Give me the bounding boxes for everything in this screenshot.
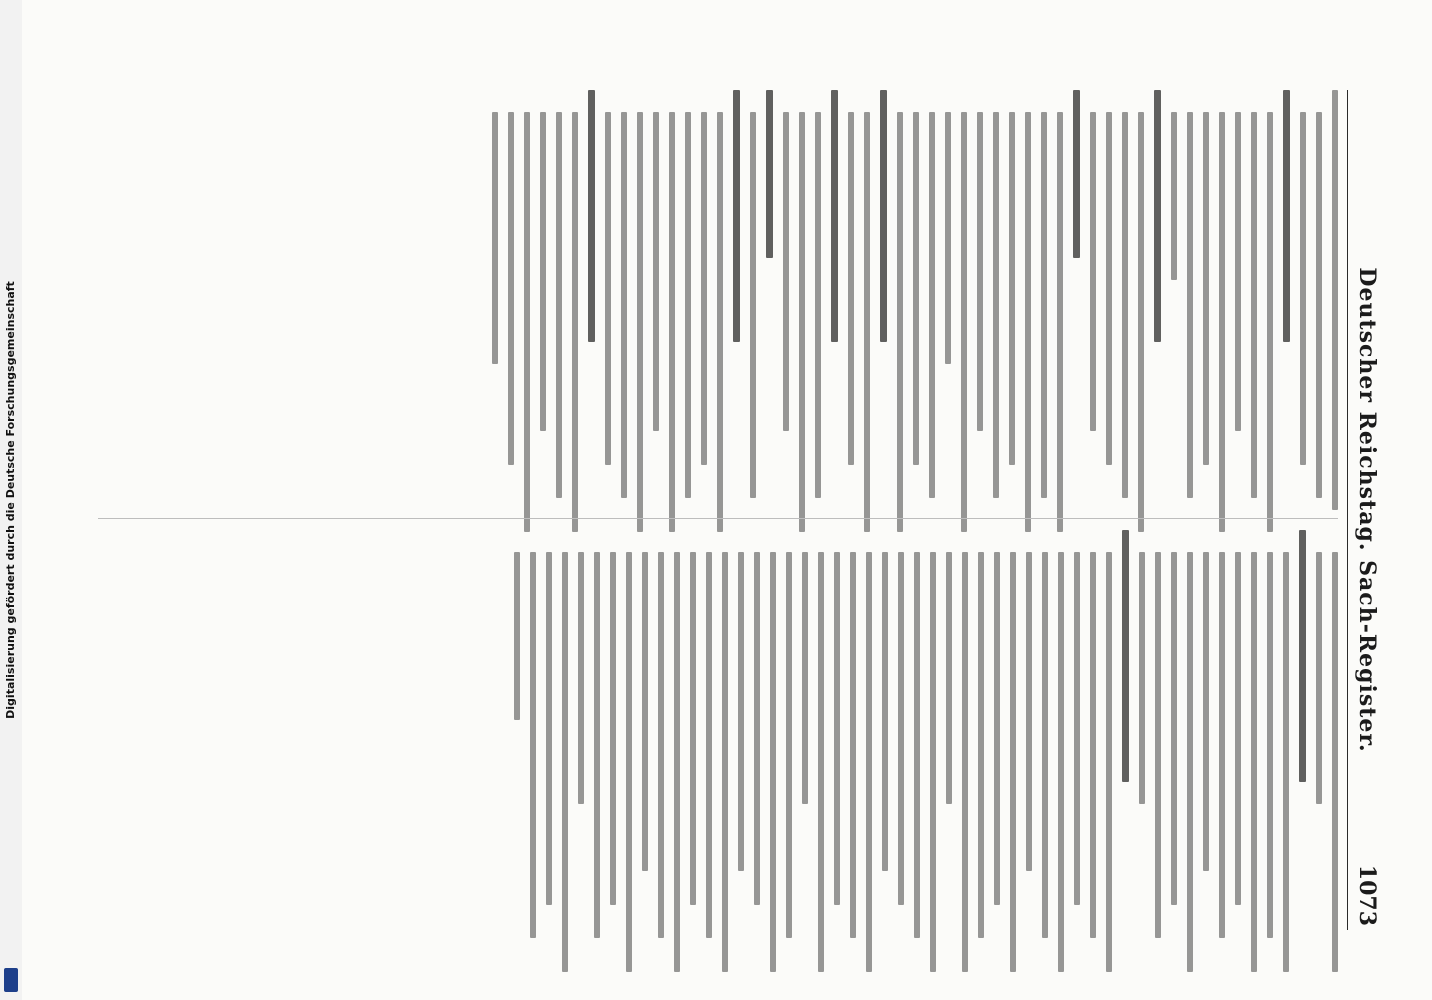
- index-text-line: [799, 112, 805, 532]
- index-text-line: [685, 112, 691, 498]
- index-text-line: [914, 552, 920, 938]
- index-text-line: [1090, 112, 1096, 431]
- index-text-line: [733, 90, 740, 342]
- index-text-line: [783, 112, 789, 431]
- index-text-line: [626, 552, 632, 972]
- index-text-line: [850, 552, 856, 938]
- index-text-line: [1219, 552, 1225, 938]
- index-text-line: [834, 552, 840, 905]
- column-divider: [98, 518, 1338, 519]
- index-text-line: [578, 552, 584, 804]
- index-text-line: [524, 112, 530, 532]
- index-text-line: [588, 90, 595, 342]
- index-text-line: [556, 112, 562, 498]
- index-text-line: [1139, 552, 1145, 804]
- index-text-line: [658, 552, 664, 938]
- index-text-line: [1300, 112, 1306, 465]
- page-header: [1347, 90, 1382, 930]
- index-text-line: [786, 552, 792, 938]
- index-text-line: [897, 112, 903, 532]
- digitization-footer: [0, 0, 22, 1000]
- index-text-line: [864, 112, 870, 532]
- index-text-line: [1026, 552, 1032, 871]
- index-text-line: [815, 112, 821, 498]
- page-title: Deutscher Reichstag. Sach-Register.: [1354, 267, 1380, 753]
- index-text-line: [546, 552, 552, 905]
- index-text-line: [945, 112, 951, 364]
- index-text-line: [977, 112, 983, 431]
- index-text-line: [882, 552, 888, 871]
- index-text-line: [866, 552, 872, 972]
- index-text-line: [492, 112, 498, 364]
- index-text-line: [1074, 552, 1080, 905]
- index-text-line: [1283, 90, 1290, 342]
- index-text-line: [1106, 112, 1112, 465]
- index-text-line: [1219, 112, 1225, 532]
- index-text-line: [1316, 552, 1322, 804]
- index-text-line: [1235, 552, 1241, 905]
- index-text-line: [961, 112, 967, 532]
- index-text-line: [1122, 530, 1129, 782]
- index-text-line: [1332, 90, 1338, 510]
- index-text-line: [848, 112, 854, 465]
- index-text-line: [913, 112, 919, 465]
- index-text-line: [610, 552, 616, 905]
- index-text-line: [1316, 112, 1322, 498]
- index-text-line: [1171, 552, 1177, 905]
- index-text-line: [621, 112, 627, 498]
- index-text-line: [978, 552, 984, 938]
- index-text-line: [1332, 552, 1338, 972]
- index-text-line: [1073, 90, 1080, 258]
- index-text-line: [802, 552, 808, 804]
- funding-credit: Digitalisierung gefördert durch die Deutsche Forschungsgemeinschaft: [4, 281, 17, 719]
- index-text-line: [530, 552, 536, 938]
- index-text-line: [594, 552, 600, 938]
- index-text-line: [880, 90, 887, 342]
- index-text-line: [1187, 552, 1193, 972]
- index-text-line: [1251, 112, 1257, 498]
- index-text-line: [674, 552, 680, 972]
- index-text-line: [1155, 552, 1161, 938]
- index-text-line: [1154, 90, 1161, 342]
- index-text-line: [898, 552, 904, 905]
- index-text-line: [514, 552, 520, 720]
- index-text-line: [993, 112, 999, 498]
- index-text-line: [1251, 552, 1257, 972]
- index-text-line: [701, 112, 707, 465]
- index-text-line: [722, 552, 728, 972]
- index-text-line: [1203, 552, 1209, 871]
- index-text-line: [831, 90, 838, 342]
- index-text-line: [1009, 112, 1015, 465]
- index-text-line: [572, 112, 578, 532]
- index-text-line: [818, 552, 824, 972]
- index-text-line: [653, 112, 659, 431]
- index-text-line: [754, 552, 760, 905]
- index-text-line: [669, 112, 675, 532]
- index-text-line: [637, 112, 643, 532]
- rotated-page-content: [36, 30, 1396, 970]
- index-text-line: [1042, 552, 1048, 938]
- index-text-line: [994, 552, 1000, 905]
- index-text-line: [1171, 112, 1177, 280]
- index-text-line: [1057, 112, 1063, 532]
- index-text-line: [1283, 552, 1289, 972]
- index-text-line: [962, 552, 968, 972]
- index-text-line: [540, 112, 546, 431]
- index-text-line: [750, 112, 756, 498]
- index-text-line: [1106, 552, 1112, 972]
- index-text-line: [946, 552, 952, 804]
- index-text-line: [1090, 552, 1096, 938]
- index-text-line: [929, 112, 935, 498]
- page-number: 1073: [1354, 864, 1380, 926]
- index-text-line: [1299, 530, 1306, 782]
- index-text-line: [1187, 112, 1193, 498]
- index-text-line: [1041, 112, 1047, 498]
- index-text-line: [1267, 112, 1273, 532]
- index-text-line: [1235, 112, 1241, 431]
- index-text-line: [930, 552, 936, 972]
- index-text-line: [1267, 552, 1273, 938]
- index-text-line: [605, 112, 611, 465]
- index-text-line: [562, 552, 568, 972]
- index-text-line: [508, 112, 514, 465]
- index-text-line: [1203, 112, 1209, 465]
- index-text-line: [738, 552, 744, 871]
- index-text-line: [717, 112, 723, 532]
- index-text-line: [1010, 552, 1016, 972]
- index-text-line: [642, 552, 648, 871]
- index-text-line: [770, 552, 776, 972]
- index-text-line: [766, 90, 773, 258]
- index-column-left: [98, 90, 1338, 510]
- index-text-line: [1138, 112, 1144, 532]
- index-text-line: [706, 552, 712, 938]
- dfg-logo-icon: [4, 968, 18, 992]
- index-text-line: [1058, 552, 1064, 972]
- index-text-line: [1025, 112, 1031, 532]
- index-text-line: [1122, 112, 1128, 498]
- index-column-right: [98, 530, 1338, 950]
- index-text-line: [690, 552, 696, 905]
